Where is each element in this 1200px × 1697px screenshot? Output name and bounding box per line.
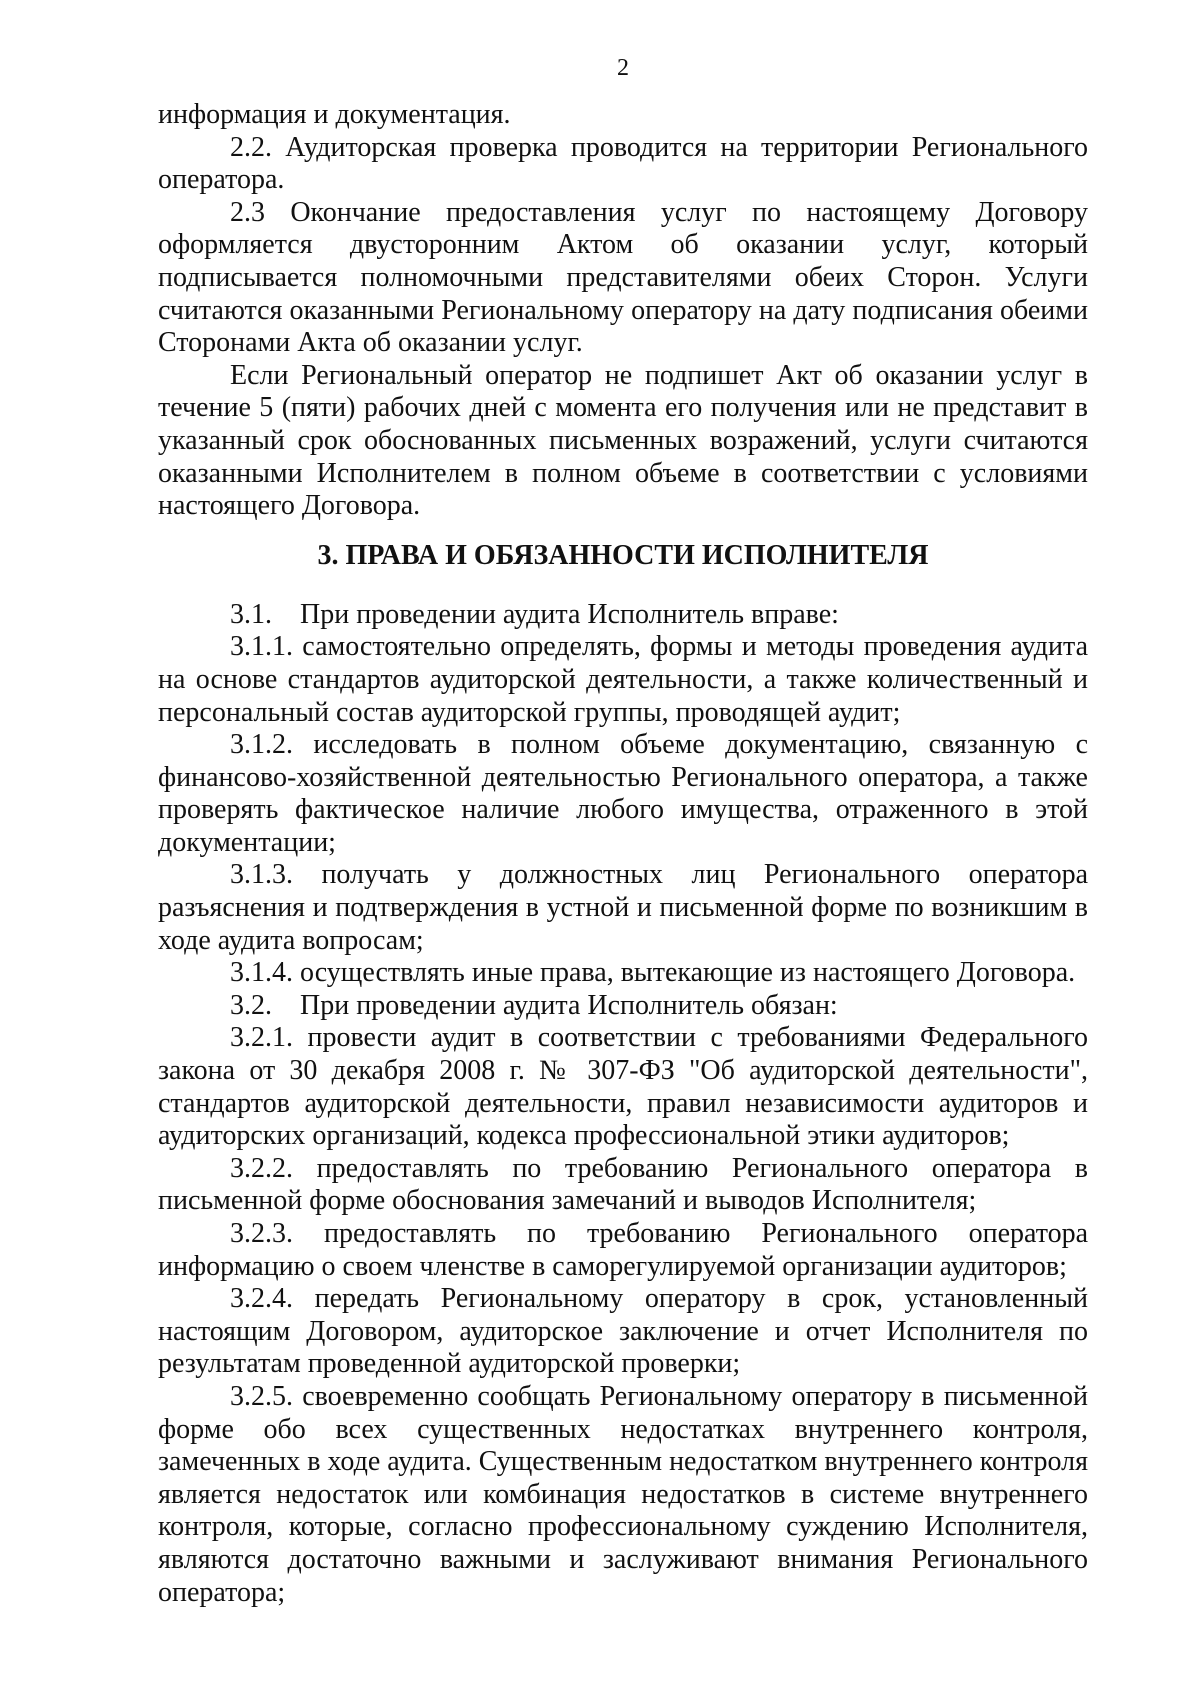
- paragraph-2-3-cont: Если Региональный оператор не подпишет Акт об оказании услуг в течение 5 (пяти) рабочих дней с момента его получения или не представит в указанный срок обоснованных письменных возражений, услуги считаются оказанными Исполнителем в полном объеме в соответствии с условиями настоящего Договора.: [158, 359, 1088, 522]
- paragraph-3-1: 3.1. При проведении аудита Исполнитель вправе:: [230, 598, 839, 630]
- paragraph-2-2: 2.2. Аудиторская проверка проводится на территории Регионального оператора.: [158, 131, 1088, 196]
- paragraph-3-1-4: 3.1.4. осуществлять иные права, вытекающие из настоящего Договора.: [230, 957, 1076, 989]
- paragraph-3-1-2: 3.1.2. исследовать в полном объеме документацию, связанную с финансово-хозяйственной деятельностью Регионального оператора, а также проверять фактическое наличие любого имущества, отраженного в этой документации;: [158, 729, 1088, 858]
- paragraph-3-2: 3.2. При проведении аудита Исполнитель обязан:: [230, 989, 838, 1021]
- paragraph-2-3: 2.3 Окончание предоставления услуг по настоящему Договору оформляется двусторонним Актом об оказании услуг, который подписывается полномочными представителями обеих Сторон. Услуги считаются оказанными Региональному оператору на дату подписания обеими Сторонами Акта об оказании услуг.: [158, 196, 1088, 359]
- paragraph-3-1-1: 3.1.1. самостоятельно определять, формы и методы проведения аудита на основе стандартов аудиторской деятельности, а также количественный и персональный состав аудиторской группы, проводящей аудит;: [158, 631, 1088, 728]
- paragraph-3-2-3: 3.2.3. предоставлять по требованию Регионального оператора информацию о своем членстве в саморегулируемой организации аудиторов;: [158, 1218, 1088, 1282]
- page-number: 2: [617, 55, 629, 81]
- paragraph-3-1-3: 3.1.3. получать у должностных лиц Регионального оператора разъяснения и подтверждения в устной и письменной форме по возникшим в ходе аудита вопросам;: [158, 859, 1088, 956]
- paragraph-3-2-4: 3.2.4. передать Региональному оператору в срок, установленный настоящим Договором, аудиторское заключение и отчет Исполнителя по результатам проведенной аудиторской проверки;: [158, 1283, 1088, 1380]
- document-page: [158, 52, 1088, 1609]
- paragraph-3-2-2: 3.2.2. предоставлять по требованию Регионального оператора в письменной форме обоснования замечаний и выводов Исполнителя;: [158, 1152, 1088, 1217]
- paragraph-3-2-5: 3.2.5. своевременно сообщать Региональному оператору в письменной форме обо всех существенных недостатках внутреннего контроля, замеченных в ходе аудита. Существенным недостатком внутреннего контроля является недостаток или комбинация недостатков в системе внутреннего контроля, которые, согласно профессиональному суждению Исполнителя, являются достаточно важными и заслуживают внимания Регионального оператора;: [158, 1380, 1088, 1608]
- section-heading: 3. ПРАВА И ОБЯЗАННОСТИ ИСПОЛНИТЕЛЯ: [317, 539, 929, 571]
- paragraph-3-2-1: 3.2.1. провести аудит в соответствии с требованиями Федерального закона от 30 декабря 2008 г. № 307-ФЗ "Об аудиторской деятельности", стандартов аудиторской деятельности, правил независимости аудиторов и аудиторских организаций, кодекса профессиональной этики аудиторов;: [158, 1022, 1088, 1152]
- paragraph-continuation: информация и документация.: [158, 99, 511, 130]
